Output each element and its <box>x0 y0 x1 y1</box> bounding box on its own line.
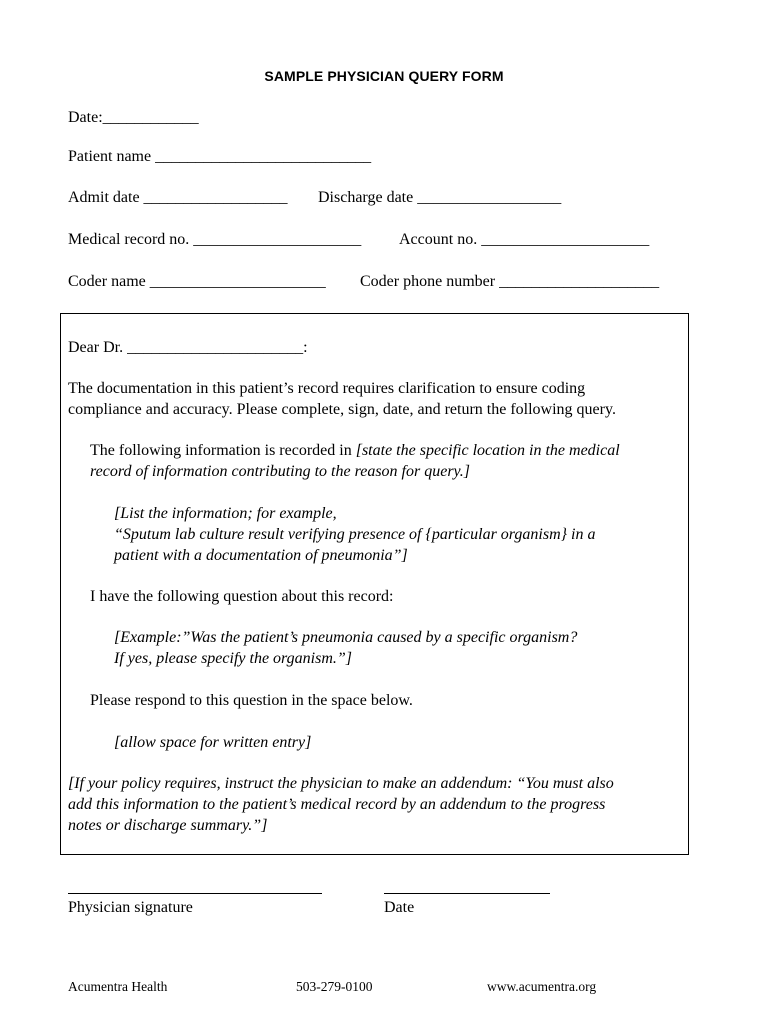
medical-record-no-field[interactable]: Medical record no. _____________________ <box>68 231 362 248</box>
physician-signature-line[interactable] <box>68 893 322 894</box>
coder-phone-field[interactable]: Coder phone number ____________________ <box>360 273 660 290</box>
question-intro: I have the following question about this record: <box>90 588 394 605</box>
coder-name-field[interactable]: Coder name ______________________ <box>68 273 326 290</box>
example-question: If yes, please specify the organism.”] <box>114 650 353 667</box>
respond-instruction: Please respond to this question in the space below. <box>90 692 413 709</box>
admit-date-field[interactable]: Admit date __________________ <box>68 189 288 206</box>
footer-phone: 503-279-0100 <box>296 979 373 994</box>
list-instruction: [List the information; for example, <box>114 505 337 522</box>
intro-line: The documentation in this patient’s record requires clarification to ensure coding <box>68 380 586 397</box>
footer-website: www.acumentra.org <box>487 979 597 994</box>
discharge-date-field[interactable]: Discharge date __________________ <box>318 189 562 206</box>
written-entry-space[interactable]: [allow space for written entry] <box>114 734 312 751</box>
addendum-instruction: notes or discharge summary.”] <box>68 817 268 834</box>
list-example: patient with a documentation of pneumonia”] <box>114 547 408 564</box>
salutation: Dear Dr. ______________________: <box>68 339 308 356</box>
addendum-instruction: add this information to the patient’s medical record by an addendum to the progress <box>68 796 606 813</box>
list-example: “Sputum lab culture result verifying presence of {particular organism} in a <box>114 526 596 543</box>
recorded-in-line <box>90 440 620 461</box>
example-question: [Example:”Was the patient’s pneumonia caused by a specific organism? <box>114 629 578 646</box>
signature-date-line[interactable] <box>384 893 550 894</box>
account-no-field[interactable]: Account no. _____________________ <box>399 231 650 248</box>
signature-date-label: Date <box>384 899 415 916</box>
recorded-location-instruction: [state the specific location in the medical <box>355 442 620 459</box>
footer-organization: Acumentra Health <box>68 979 168 994</box>
physician-signature-label: Physician signature <box>68 899 193 916</box>
recorded-prefix: The following information is recorded in <box>90 442 356 459</box>
addendum-instruction: [If your policy requires, instruct the physician to make an addendum: “You must also <box>68 775 614 792</box>
recorded-location-instruction: record of information contributing to the reason for query.] <box>90 463 470 480</box>
query-box <box>60 313 689 855</box>
patient-name-field[interactable]: Patient name ___________________________ <box>68 148 372 165</box>
page-title: SAMPLE PHYSICIAN QUERY FORM <box>264 68 504 84</box>
intro-line: compliance and accuracy. Please complete, sign, date, and return the following query. <box>68 401 616 418</box>
date-field[interactable]: Date:____________ <box>68 109 199 126</box>
